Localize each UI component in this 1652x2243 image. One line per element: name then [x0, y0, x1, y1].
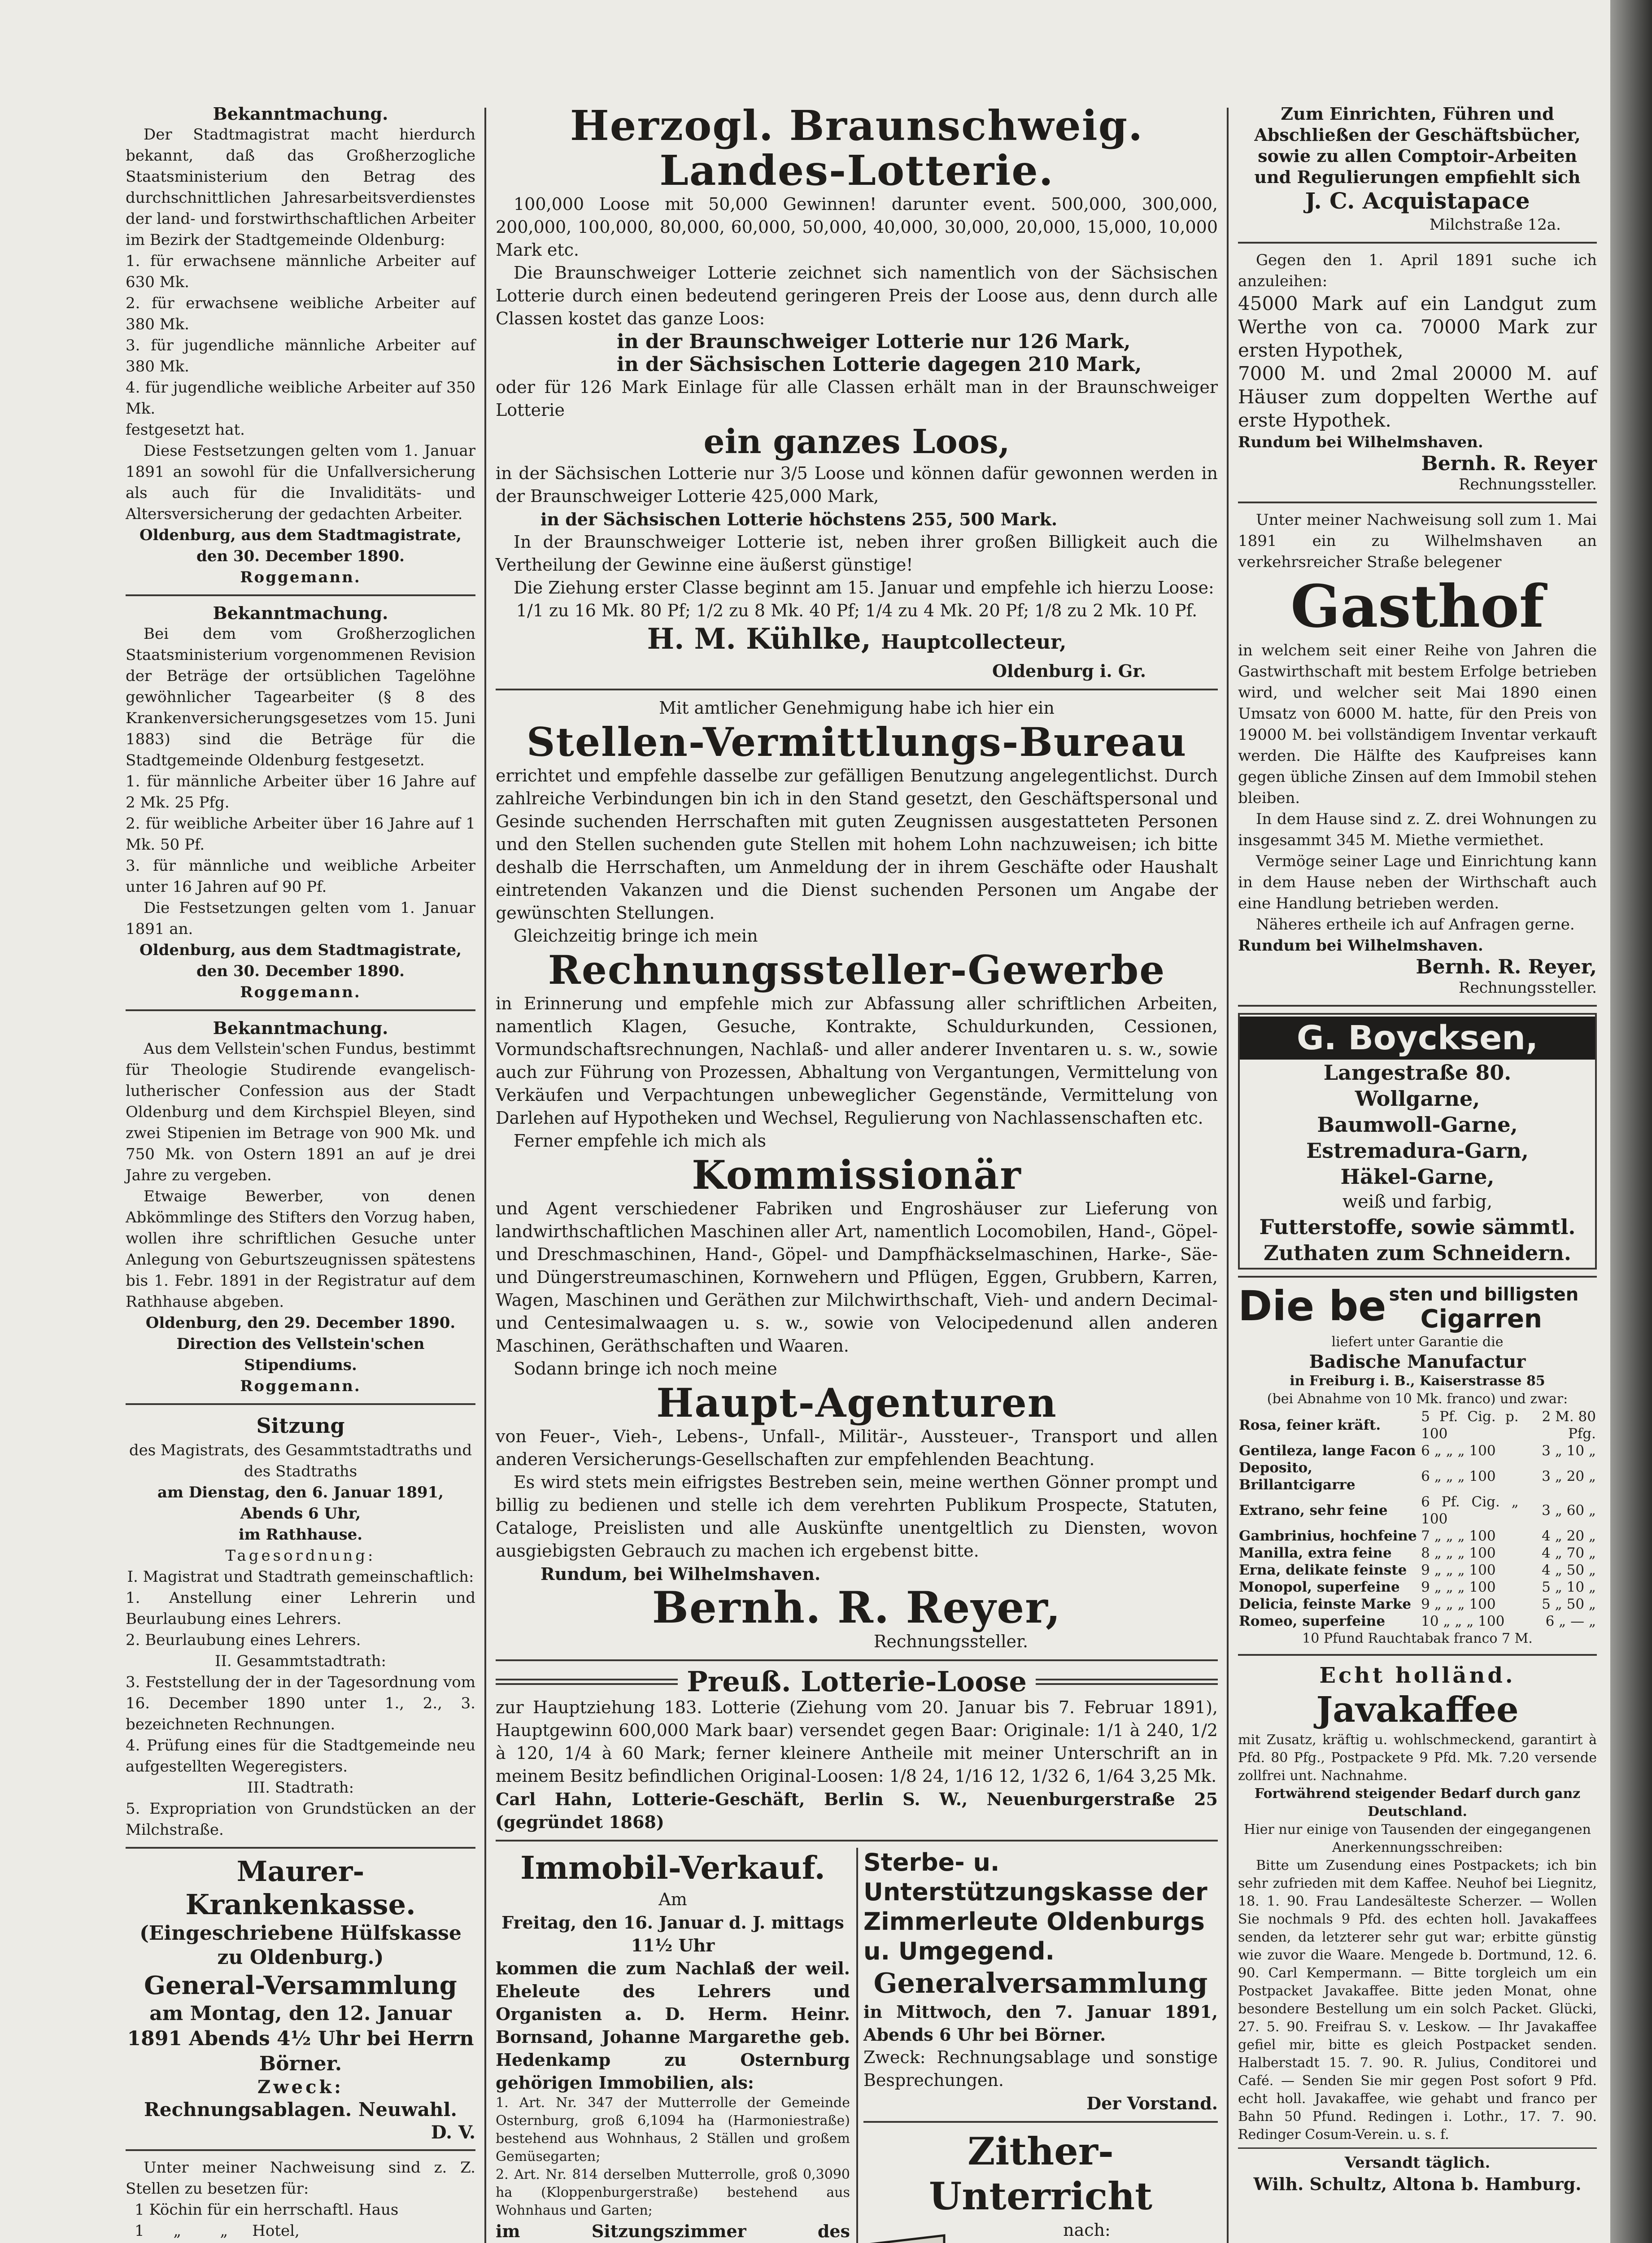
ad-firm: J. C. Acquistapace — [1305, 188, 1530, 214]
ad-text: Hier nur einige von Tausenden der eingegangenen Anerkennungsschreiben: — [1244, 1822, 1591, 1855]
table-cell: 8 „ „ „ 100 — [1421, 1545, 1496, 1561]
list-item: 3. für männliche und weibliche Arbeiter unter 16 Jahren auf 90 Pf. — [126, 857, 475, 896]
ad-text: Ferner empfehle ich mich als — [514, 1131, 767, 1151]
ad-text: Fortwährend steigender Bedarf durch ganz Deutschland. — [1254, 1786, 1581, 1820]
table-cell: 4 „ 70 „ — [1542, 1545, 1596, 1561]
meeting-place: im Rathhause. — [238, 1526, 363, 1544]
table-cell: 7 „ „ „ 100 — [1421, 1528, 1496, 1544]
meeting-agenda-label: Tagesordnung: — [225, 1547, 376, 1565]
zither-icon — [863, 2226, 949, 2243]
divider — [126, 2149, 475, 2151]
sterbekasse-and-zither-ads — [863, 1848, 1218, 2243]
ad-title: Maurer-Krankenkasse. — [185, 1855, 416, 1921]
ad-text: Näheres ertheile ich auf Anfragen gerne. — [1256, 916, 1575, 934]
list-item: 3. für jugendliche männliche Arbeiter auf 380 Mk. — [126, 336, 475, 375]
ad-title: Gasthof — [1290, 572, 1544, 641]
divider — [496, 1840, 1218, 1842]
divider — [1238, 1276, 1597, 1278]
agenda-section: I. Magistrat und Stadtrath gemeinschaftlich: — [127, 1568, 474, 1586]
price-table — [1238, 1408, 1597, 1630]
table-cell: 9 „ „ „ 100 — [1421, 1579, 1496, 1595]
announcement-2 — [126, 602, 475, 1003]
table-cell: Extrano, sehr feine — [1239, 1502, 1388, 1519]
ad-title: Kommissionär — [692, 1152, 1022, 1198]
ad-price: in der Braunschweiger Lotterie nur 126 Mark, — [617, 330, 1131, 353]
divider — [1238, 242, 1597, 244]
column-rule-2 — [1227, 108, 1229, 2243]
announcement-title: Bekanntmachung. — [213, 603, 388, 623]
table-row — [1238, 1442, 1597, 1459]
product-item: Zuthaten zum Schneidern. — [1264, 1241, 1571, 1265]
bookkeeping-ad — [1238, 103, 1597, 236]
braunschweig-lottery-ad — [496, 103, 1218, 682]
maurer-krankenkasse-ad — [126, 1855, 475, 2143]
ad-text: 100,000 Loose mit 50,000 Gewinnen! darunter event. 500,000, 300,000, 200,000, 100,000, 80,000, 60,000, 50,000, 40,000, 30,000, 20,000, 15,000, 10,000 Mark etc. — [496, 194, 1218, 260]
product-item: Futterstoffe, sowie sämmtl. — [1259, 1215, 1576, 1239]
ad-text: 10 Pfund Rauchtabak franco 7 M. — [1302, 1631, 1533, 1646]
announcement-signature: Roggemann. — [240, 568, 361, 586]
table-row — [1238, 1545, 1597, 1562]
ad-highlight: ein ganzes Loos, — [703, 423, 1010, 461]
java-coffee-ad — [1238, 1662, 1597, 2195]
list-item: 2. für erwachsene weibliche Arbeiter auf 380 Mk. — [126, 294, 475, 333]
ad-role: Hauptcollecteur, — [881, 631, 1067, 654]
list-item: 4. für jugendliche weibliche Arbeiter auf 350 Mk. — [126, 379, 475, 418]
table-cell: 6 „ — „ — [1545, 1613, 1596, 1629]
announcement-title: Bekanntmachung. — [213, 1018, 388, 1038]
divider — [126, 1403, 475, 1405]
agenda-item: 3. Feststellung der in der Tagesordnung vom 16. December 1890 unter 1., 2., 3. bezeichneten Rechnungen. — [126, 1673, 475, 1733]
ad-heading: Generalversammlung — [873, 1967, 1208, 1999]
ad-text: Sodann bringe ich noch meine — [514, 1359, 777, 1379]
ad-text: liefert unter Garantie die — [1331, 1334, 1504, 1350]
announcement-place: Oldenburg, aus dem Stadtmagistrate, den 30. December 1890. — [139, 941, 462, 980]
table-row — [1238, 1579, 1597, 1596]
ad-pretitle: Echt holländ. — [1319, 1663, 1516, 1688]
table-cell: Erna, delikate feinste — [1239, 1562, 1407, 1578]
table-cell: 3 „ 60 „ — [1542, 1502, 1596, 1519]
ad-text: In der Braunschweiger Lotterie ist, neben ihrer großen Billigkeit auch die Vertheilung der Gewinne eine äußerst günstige! — [496, 532, 1218, 575]
ad-title: Rechnungssteller-Gewerbe — [548, 947, 1166, 993]
ad-title: Cigarren — [1420, 1305, 1542, 1334]
decorative-rule — [1036, 1679, 1218, 1685]
ad-text: Mit amtlicher Genehmigung habe ich hier ein — [659, 698, 1055, 718]
ad-signature: Bernh. R. Reyer — [1421, 452, 1597, 475]
table-cell: 9 „ „ „ 100 — [1421, 1562, 1496, 1578]
ad-date: Freitag, den 16. Januar d. J. mittags 11½ Uhr — [501, 1912, 844, 1955]
table-row — [1238, 1527, 1597, 1545]
ad-role: Rechnungssteller. — [1459, 476, 1597, 493]
announcement-place: Oldenburg, aus dem Stadtmagistrate, den 30. December 1890. — [139, 526, 462, 565]
meeting-date: am Dienstag, den 6. Januar 1891, Abends 6 Uhr, — [157, 1484, 444, 1523]
ad-text: errichtet und empfehle dasselbe zur gefälligen Benutzung angelegentlichst. Durch zahlreiche Verbindungen bin ich in den Stand gesetzt, den Geschäftspersonal und Gesinde suchenden Herrschaften mit guten Zeugnissen ausgestatteten Personen und den Stellen suchenden gute Stellen mit hohem Lohn nachzuweisen; ich bitte deshalb die Herrschaften, um Anmeldung der in ihrem Geschäfte oder Haushalt eintretenden Vakanzen und die Dienst suchenden Personen um Angabe der gewünschten Stellungen. — [496, 766, 1218, 923]
table-cell: 6 „ „ „ 100 — [1421, 1468, 1496, 1484]
table-row — [1238, 1596, 1597, 1613]
divider — [126, 594, 475, 596]
ad-text: Die Braunschweiger Lotterie zeichnet sich namentlich von der Sächsischen Lotterie durch einen bedeutend geringeren Preis der Loose aus, denn durch alle Classen kostet das ganze Loos: — [496, 263, 1218, 328]
divider — [496, 689, 1218, 690]
ad-title: Stellen-Vermittlungs-Bureau — [526, 719, 1187, 765]
ad-text: mit Zusatz, kräftig u. wohlschmeckend, garantirt à Pfd. 80 Pfg., Postpackete 9 Pfd. Mk. 7.20 versende zollfrei unt. Nachnahme. — [1238, 1732, 1597, 1784]
prussian-lottery-ad — [496, 1667, 1218, 1833]
ad-signature: D. V. — [431, 2122, 475, 2143]
ad-signature: Bernh. R. Reyer, — [1416, 956, 1597, 978]
agenda-section: III. Stadtrath: — [247, 1779, 354, 1797]
sterbekasse-ad — [863, 1848, 1218, 2115]
divider — [1238, 1005, 1597, 1007]
announcement-direction: Direction des Vellstein'schen Stipendiums. — [176, 1335, 425, 1374]
ad-text: (bei Abnahme von 10 Mk. franco) und zwar: — [1267, 1391, 1568, 1407]
list-item: 2. für weibliche Arbeiter über 16 Jahre auf 1 Mk. 50 Pf. — [126, 815, 475, 854]
zither-lessons-ad — [863, 2129, 1218, 2243]
ad-text: von Feuer-, Vieh-, Lebens-, Unfall-, Militär-, Aussteuer-, Transport und allen anderen Versicherungs-Gesellschaften zur empfehlenden Beachtung. — [496, 1427, 1218, 1469]
meeting-title: Sitzung — [256, 1414, 345, 1438]
ad-text: kommen die zum Nachlaß der weil. Eheleute des Lehrers und Organisten a. D. Herm. Heinr. Bornsand, Johanne Margarethe geb. Hedenkamp zu Osternburg gehörigen Immobilien, als: — [496, 1958, 850, 2093]
ad-text: Am — [658, 1890, 687, 1909]
agenda-item: 1. Anstellung einer Lehrerin und Beurlaubung eines Lehrers. — [126, 1589, 475, 1628]
ad-heading: General-Versammlung — [144, 1971, 457, 2000]
table-cell: Gentileza, lange Facon — [1239, 1443, 1416, 1459]
ad-role: Rechnungssteller. — [1459, 979, 1597, 997]
table-cell: 5 „ 10 „ — [1542, 1579, 1596, 1595]
announcement-text: Aus dem Vellstein'schen Fundus, bestimmt für Theologie Studirende evangelisch-lutherischer Confession aus der Stadt Oldenburg und dem Kirchspiel Bleyen, sind zwei Stipenien im Betrage von 900 Mk. und 750 Mk. von Ostern 1891 an auf je drei Jahre zu vergeben. — [126, 1040, 475, 1184]
ad-text: Es wird stets mein eifrigstes Bestreben sein, meine werthen Gönner prompt und billig zu bedienen und stelle ich dem verehrten Publikum Prospecte, Statuten, Cataloge, Preislisten und alle Auskünfte unentgeltlich zu Diensten, wovon ausgiebigsten Gebrauch zu machen ich ergebenst bitte. — [496, 1472, 1218, 1561]
ad-text: Vermöge seiner Lage und Einrichtung kann in dem Hause neben der Wirthschaft auch eine Handlung betrieben werden. — [1238, 852, 1597, 912]
ad-text: In dem Hause sind z. Z. drei Wohnungen zu insgesammt 345 M. Miethe vermiethet. — [1238, 810, 1597, 849]
table-row — [1238, 1562, 1597, 1579]
bottom-ads-row — [496, 1848, 1218, 2243]
ad-text: 7000 M. und 2mal 20000 M. auf Häuser zum doppelten Werthe auf erste Hypothek. — [1238, 362, 1597, 431]
column-3 — [1238, 103, 1597, 2195]
table-cell: 4 „ 20 „ — [1542, 1528, 1596, 1544]
divider — [496, 1659, 1218, 1661]
ad-firm: H. M. Kühlke, — [647, 622, 871, 656]
table-cell: 5 „ 50 „ — [1542, 1596, 1596, 1612]
announcement-place: Oldenburg, den 29. December 1890. — [145, 1314, 456, 1332]
table-cell: 6 Pf. Cig. „ 100 — [1421, 1494, 1519, 1527]
testimonials: Bitte um Zusendung eines Postpackets; ich bin sehr zufrieden mit dem Kaffee. Neuhof bei Liegnitz, 18. 1. 90. Frau Landesälteste Scherzer. — Wollen Sie nochmals 9 Pfd. des echten holl. Javakaffees senden, da letzterer sehr gut war; erbitte günstig wie zuvor die Waare. Mengede b. Dortmund, 12. 6. 90. Carl Kempermann. — Bitte torgleich um ein Postpacket Javakaffee. Bitte jeden Monat, ohne besondere Bestellung um ein solch Packet. Glücki, 27. 5. 90. Freifrau S. v. Leskow. — Ihr Javakaffee gefiel mir, bitte es gleich Postpacket senden. Halberstadt 15. 7. 90. R. Julius, Conditorei und Café. — Senden Sie mir gegen Post sofort 9 Pfd. echt holl. Javakaffee, wie gehabt und franco per Bahn 50 Pfund. Redingen i. Lothr., 17. 7. 90. Redinger Cosum-Verein. u. s. f. — [1238, 1858, 1597, 2143]
announcement-text: Die Festsetzungen gelten vom 1. Januar 1891 an. — [126, 899, 475, 938]
ad-signature: Der Vorstand. — [1086, 2093, 1218, 2113]
ad-text: Versandt täglich. — [1344, 2154, 1491, 2172]
ad-place: Rundum bei Wilhelmshaven. — [1238, 937, 1483, 955]
ad-firm: Badische Manufactur — [1309, 1351, 1526, 1372]
ad-title: Immobil-Verkauf. — [520, 1849, 825, 1886]
ad-date: in Mittwoch, den 7. Januar 1891, Abends 6 Uhr bei Börner. — [863, 2002, 1218, 2045]
table-cell: 9 „ „ „ 100 — [1421, 1596, 1496, 1612]
real-estate-sale-ad — [496, 1848, 858, 2243]
list-item: 1 „ „ Hotel, — [135, 2222, 300, 2240]
ad-title: Zither-Unterricht — [928, 2129, 1152, 2218]
ad-signature: Bernh. R. Reyer, — [652, 1582, 1062, 1633]
announcement-text: Etwaige Bewerber, von denen Abkömmlinge des Stifters den Vorzug haben, wollen ihre schriftlichen Gesuche unter Anlegung von Geburtszeugnissen spätestens bis 1. Febr. 1891 in der Registratur auf dem Rathhause abgeben. — [126, 1187, 475, 1311]
ad-text: oder für 126 Mark Einlage für alle Classen erhält man in der Braunschweiger Lotterie — [496, 377, 1218, 420]
ad-firm: G. Boycksen, — [1240, 1017, 1595, 1060]
ad-text: in welchem seit einer Reihe von Jahren die Gastwirthschaft mit bestem Erfolge betrieben wird, und welcher seit Mai 1890 einen Umsatz von 6000 M. hatte, für den Preis von 19000 M. bei vollständigem Inventar verkauft werden. Die Hälfte des Kaufpreises kann gegen übliche Zinsen auf dem Immobil stehen bleiben. — [1238, 641, 1597, 807]
announcement-text: festgesetzt hat. — [126, 421, 245, 439]
ad-address: in Freiburg i. B., Kaiserstrasse 85 — [1290, 1373, 1545, 1389]
column-1 — [126, 103, 475, 2243]
list-item: 1. Art. Nr. 347 der Mutterrolle der Gemeinde Osternburg, groß 6,1094 ha (Harmoniestraße) bestehend aus Wohnhaus, 2 Ställen und großem Gemüsegarten; — [496, 2095, 850, 2164]
ad-agenda: Rechnungsablagen. Neuwahl. — [144, 2099, 458, 2121]
ad-text: und Agent verschiedener Fabriken und Engroshäuser zur Lieferung von landwirthschaftlichen Maschinen aller Art, namentlich Locomobilen, Hand-, Göpel- und Dreschmaschinen, Hand-, Göpel- und Dampfhäckselmaschinen, Harke-, Säe- und Düngerstreumaschinen, Kornwehern und Pflügen, Eggen, Grubbern, Karren, Wagen, Maschinen und Geräthen zur Milchwirthschaft, Vieh- und andern Decimal- und Centesimalwaagen u. s. w., sowie von Velocipedenund allen anderen Maschinen, Geräthschaften und Waaren. — [496, 1199, 1218, 1356]
ad-purpose-label: Zweck: — [257, 2077, 344, 2098]
loan-ad — [1238, 250, 1597, 495]
announcement-text: Der Stadtmagistrat macht hierdurch bekannt, daß das Großherzogliche Staatsministerium den Betrag des durchschnittlichen Jahresarbeitsverdienstes der land- und forstwirthschaftlichen Arbeiter im Bezirk der Stadtgemeinde Oldenburg: — [126, 126, 475, 249]
ad-text: in der Sächsischen Lotterie höchstens 255, 500 Mark. — [540, 509, 1058, 529]
ad-text: in Erinnerung und empfehle mich zur Abfassung aller schriftlichen Arbeiten, namentlich Klagen, Gesuche, Kontrakte, Schuldurkunden, Cessionen, Vormundschaftsrechnungen, Nachlaß- und aller anderer Inventaren u. s. w., sowie auch zur Führung von Prozessen, Abhaltung von Vergantungen, Vermittelung von Verkäufen und Verpachtungen unbeweglicher Gegenstände, Vermittelung von Darlehen auf Hypotheken und Wechsel, Regulierung von Nachlassenschaften etc. — [496, 994, 1218, 1128]
cigar-ad — [1238, 1284, 1597, 1648]
divider — [1238, 2147, 1597, 2149]
column-2 — [496, 103, 1218, 2243]
table-cell: Manilla, extra feine — [1239, 1545, 1392, 1561]
ad-text: Unter meiner Nachweisung soll zum 1. Mai 1891 ein zu Wilhelmshaven an verkehrsreicher Straße belegener — [1238, 511, 1597, 571]
ad-text: im Sitzungszimmer des — [496, 2221, 850, 2241]
ad-text: in der Sächsischen Lotterie nur 3/5 Loose und können dafür gewonnen werden in der Braunschweiger Lotterie 425,000 Mark, — [496, 463, 1218, 506]
ad-title: Sterbe- u. Unterstützungskasse der Zimmerleute Oldenburgs u. Umgegend. — [863, 1848, 1207, 1965]
table-row — [1238, 1408, 1597, 1442]
inn-sale-ad — [1238, 510, 1597, 999]
divider — [1238, 502, 1597, 503]
ad-text: Gegen den 1. April 1891 suche ich anzuleihen: — [1238, 251, 1597, 290]
council-meeting — [126, 1411, 475, 1841]
ad-place: Rundum bei Wilhelmshaven. — [1238, 433, 1483, 451]
divider — [126, 1009, 475, 1011]
table-row — [1238, 1613, 1597, 1630]
agenda-section: II. Gesammtstadtrath: — [215, 1652, 386, 1670]
table-cell: 2 M. 80 Pfg. — [1542, 1409, 1596, 1442]
divider — [1238, 1654, 1597, 1656]
ad-text: zur Hauptziehung 183. Lotterie (Ziehung vom 20. Januar bis 7. Februar 1891), Hauptgewinn 600,000 Mark baar) versendet gegen Baar: Originale: 1/1 à 240, 1/2 à 120, 1/4 à 60 Mark; ferner kleinere Antheile mit meiner Unterschrift an in meinem Besitz befindlichen Original-Loosen: 1/8 24, 1/16 12, 1/32 6, 1/64 3,25 Mk. — [496, 1698, 1218, 1786]
table-cell: 3 „ 10 „ — [1542, 1443, 1596, 1459]
ad-address: Langestraße 80. — [1323, 1060, 1512, 1085]
divider — [126, 1847, 475, 1849]
yarn-shop-ad — [1238, 1013, 1597, 1270]
table-row — [1238, 1493, 1597, 1527]
page-edge — [1610, 0, 1652, 2243]
product-item: Häkel-Garne, — [1340, 1165, 1495, 1189]
employment-bureau-ad — [496, 697, 1218, 1653]
ad-text: Unter meiner Nachweisung sind z. Z. Stellen zu besetzen für: — [126, 2159, 475, 2198]
table-cell: Deposito, Brillantcigarre — [1239, 1460, 1356, 1493]
announcement-signature: Roggemann. — [240, 983, 361, 1001]
ad-title: Haupt-Agenturen — [656, 1379, 1057, 1426]
ad-signature: Wilh. Schultz, Altona b. Hamburg. — [1253, 2174, 1582, 2194]
ad-title: Die be — [1238, 1282, 1386, 1330]
list-item: 2. Art. Nr. 814 derselben Mutterrolle, groß 0,3090 ha (Kloppenburgerstraße) bestehend aus Wohnhaus und Garten; — [496, 2167, 850, 2218]
ad-role: Rechnungssteller. — [873, 1632, 1029, 1651]
announcement-text: Bei dem vom Großherzoglichen Staatsministerium vorgenommenen Revision der Beträge der ortsüblichen Tagelöhne gewöhnlicher Tagearbeiter (§ 8 des Krankenversicherungsgesetzes vom 15. Juni 1883) sind die Beträge für die Stadtgemeinde Oldenburg festgesetzt. — [126, 625, 475, 769]
ad-place: Oldenburg i. Gr. — [992, 661, 1146, 681]
product-item: Estremadura-Garn, — [1306, 1139, 1529, 1163]
ad-text: nach: — [1063, 2220, 1111, 2240]
ad-address: Milchstraße 12a. — [1429, 216, 1561, 234]
ad-subtitle: (Eingeschriebene Hülfskasse zu Oldenburg.) — [139, 1922, 462, 1969]
announcement-1 — [126, 103, 475, 588]
list-item: 1. für männliche Arbeiter über 16 Jahre auf 2 Mk. 25 Pfg. — [126, 772, 475, 812]
list-item: 1. für erwachsene männliche Arbeiter auf 630 Mk. — [126, 252, 475, 291]
ad-title: sten und billigsten — [1389, 1284, 1579, 1305]
agenda-item: 4. Prüfung eines für die Stadtgemeinde neu aufgestellten Wegeregisters. — [126, 1737, 475, 1776]
column-rule-1 — [484, 108, 486, 2243]
ad-title: Herzogl. Braunschweig. Landes-Lotterie. — [570, 101, 1144, 195]
ad-text: Zweck: Rechnungsablage und sonstige Besprechungen. — [863, 2047, 1218, 2090]
ad-text: Gleichzeitig bringe ich mein — [514, 926, 758, 946]
list-item: 1 Köchin für ein herrschaftl. Haus — [135, 2201, 399, 2219]
agenda-item: 2. Beurlaubung eines Lehrers. — [126, 1631, 361, 1649]
table-cell: 5 Pf. Cig. p. 100 — [1421, 1409, 1519, 1442]
product-item: weiß und farbig, — [1342, 1191, 1493, 1212]
ad-place: Rundum, bei Wilhelmshaven. — [540, 1564, 821, 1584]
ad-price: in der Sächsischen Lotterie dagegen 210 Mark, — [617, 353, 1142, 376]
announcement-3 — [126, 1017, 475, 1397]
announcement-signature: Roggemann. — [240, 1377, 361, 1395]
table-cell: 10 „ „ „ 100 — [1421, 1613, 1505, 1629]
announcement-text: Diese Festsetzungen gelten vom 1. Januar 1891 an sowohl für die Unfallversicherung als auch für die Invaliditäts- und Altersversicherung der gedachten Arbeiter. — [126, 442, 475, 523]
table-cell: 3 „ 20 „ — [1542, 1468, 1596, 1484]
table-cell: Rosa, feiner kräft. — [1239, 1417, 1381, 1433]
ad-title: Javakaffee — [1316, 1689, 1519, 1730]
positions-ad — [126, 2157, 475, 2243]
divider — [863, 2121, 1218, 2123]
table-cell: Monopol, superfeine — [1239, 1579, 1400, 1595]
ad-date: am Montag, den 12. Januar 1891 Abends 4½ Uhr bei Herrn Börner. — [127, 2002, 474, 2075]
table-cell: 4 „ 50 „ — [1542, 1562, 1596, 1578]
agenda-item: 5. Expropriation von Grundstücken an der Milchstraße. — [126, 1800, 475, 1839]
ad-text: 45000 Mark auf ein Landgut zum Werthe von ca. 70000 Mark zur ersten Hypothek, — [1238, 292, 1597, 361]
product-item: Wollgarne, — [1355, 1087, 1480, 1111]
ad-text: Die Ziehung erster Classe beginnt am 15. Januar und empfehle ich hierzu Loose: — [514, 578, 1214, 598]
table-row — [1238, 1459, 1597, 1493]
announcement-title: Bekanntmachung. — [213, 104, 388, 124]
ad-firm: Carl Hahn, Lotterie-Geschäft, Berlin S. W., Neuenburgerstraße 25 (gegründet 1868) — [496, 1789, 1218, 1832]
ad-prices: 1/1 zu 16 Mk. 80 Pf; 1/2 zu 8 Mk. 40 Pf; 1/4 zu 4 Mk. 20 Pf; 1/8 zu 2 Mk. 10 Pf. — [516, 601, 1198, 620]
decorative-rule — [496, 1679, 678, 1685]
table-cell: Romeo, superfeine — [1239, 1613, 1386, 1629]
table-cell: Delicia, feinste Marke — [1239, 1596, 1412, 1612]
table-cell: 6 „ „ „ 100 — [1421, 1443, 1496, 1459]
ad-text: Zum Einrichten, Führen und Abschließen der Geschäftsbücher, sowie zu allen Comptoir-Arbeiten und Regulierungen empfiehlt sich — [1254, 104, 1581, 187]
product-item: Baumwoll-Garne, — [1317, 1113, 1518, 1137]
table-cell: Gambrinius, hochfeine — [1239, 1528, 1417, 1544]
meeting-sub: des Magistrats, des Gesammtstadtraths und des Stadtraths — [129, 1441, 472, 1480]
ad-title: Preuß. Lotterie-Loose — [687, 1665, 1027, 1698]
